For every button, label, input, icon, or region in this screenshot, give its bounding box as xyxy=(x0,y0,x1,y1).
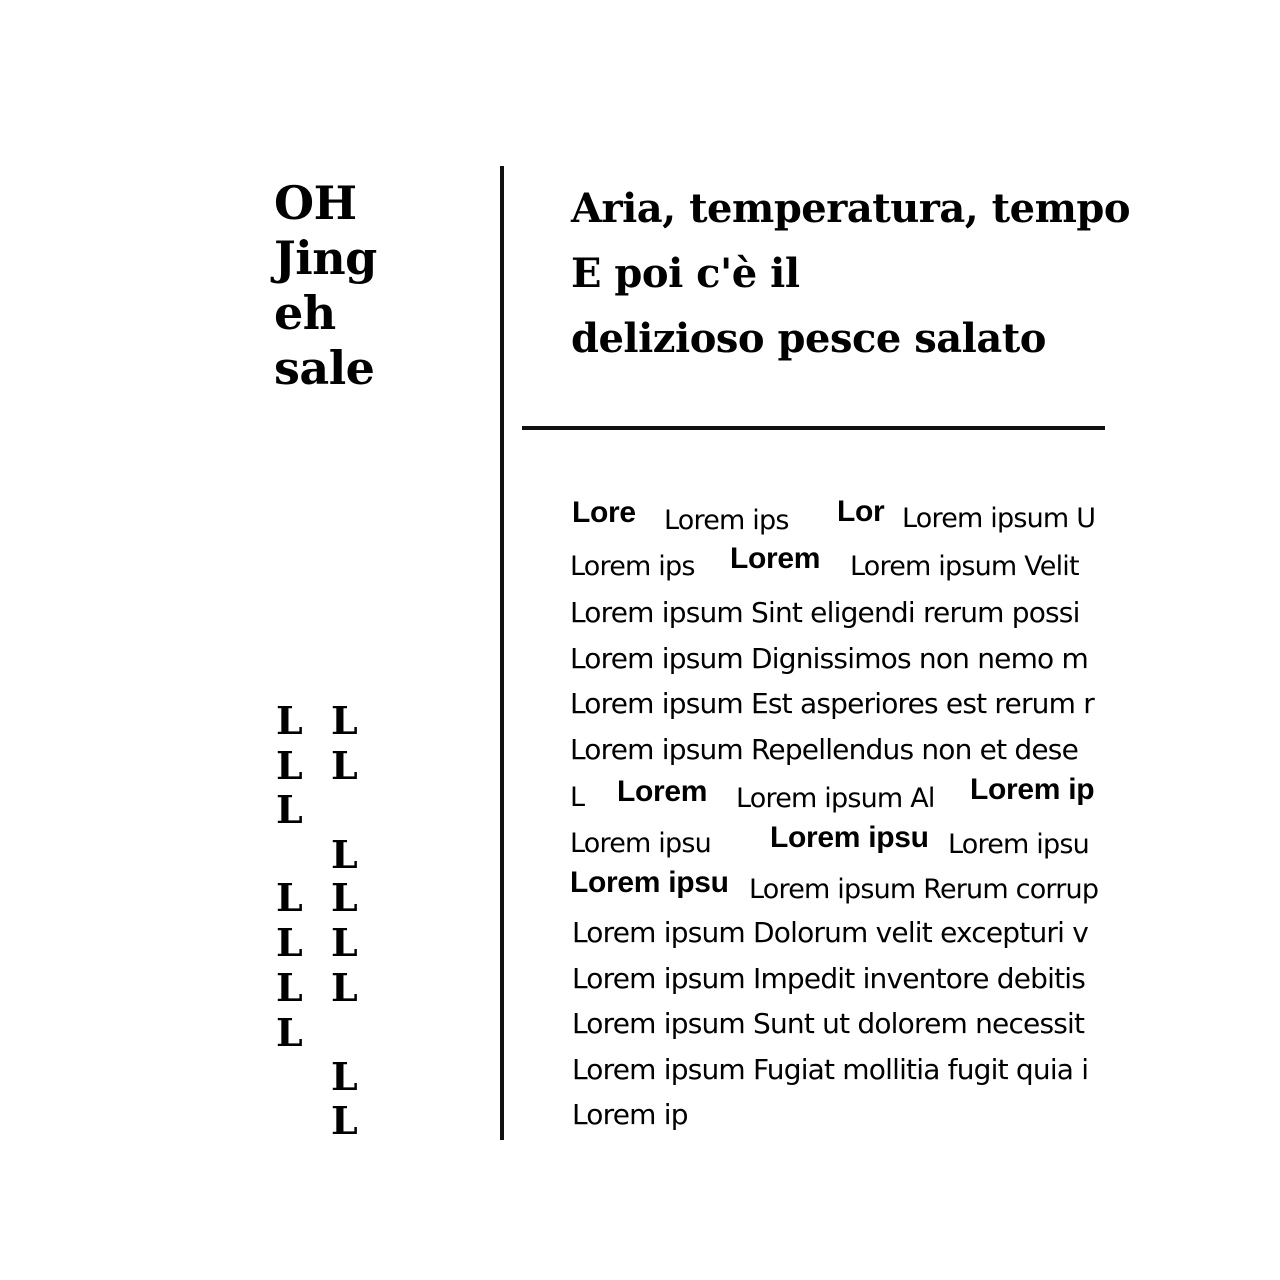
letter-l: L xyxy=(331,1098,358,1143)
body-line: Lorem ipsum Repellendus non et dese xyxy=(570,733,1079,766)
body-line: Lorem ipsum Sint eligendi rerum possi xyxy=(570,596,1080,629)
letter-l: L xyxy=(331,875,358,920)
body-word: Lorem ipsu xyxy=(570,866,729,899)
body-word: Lorem xyxy=(730,542,821,575)
body-word: Lorem ipsu xyxy=(948,829,1089,860)
letter-l: L xyxy=(331,832,358,877)
body-line: Lorem ipsum Sunt ut dolorem necessit xyxy=(572,1007,1085,1040)
side-title xyxy=(274,176,377,396)
body-word: Lor xyxy=(837,495,885,528)
letter-l: L xyxy=(276,787,303,832)
letter-l: L xyxy=(276,875,303,920)
body-line: Lorem ipsum Est asperiores est rerum r xyxy=(570,687,1094,720)
letter-l: L xyxy=(331,1054,358,1099)
letter-l: L xyxy=(276,743,303,788)
body-word: Lorem ipsum Rerum corrup xyxy=(749,874,1099,905)
vertical-divider xyxy=(500,166,504,1140)
body-line: Lorem ipsum Fugiat mollitia fugit quia i xyxy=(572,1053,1089,1086)
letter-l: L xyxy=(276,920,303,965)
letter-l: L xyxy=(276,1010,303,1055)
letter-l: L xyxy=(276,698,303,743)
letter-l: L xyxy=(331,698,358,743)
body-word: Lorem ip xyxy=(970,773,1095,806)
body-word: L xyxy=(570,782,585,813)
body-line: Lorem ipsum Dolorum velit excepturi v xyxy=(572,916,1088,949)
letter-l: L xyxy=(331,920,358,965)
side-title-line: Jing xyxy=(274,231,377,285)
body-line: Lorem ipsum Impedit inventore debitis xyxy=(572,962,1086,995)
body-line: Lorem ipsum Dignissimos non nemo m xyxy=(570,642,1088,675)
side-title-line: sale xyxy=(274,341,375,395)
body-word: Lorem ips xyxy=(570,551,695,582)
body-line: Lorem ip xyxy=(572,1098,688,1131)
body-word: Lorem ips xyxy=(664,505,789,536)
body-word: Lorem ipsum Velit xyxy=(850,551,1079,582)
body-word: Lorem ipsu xyxy=(570,828,711,859)
body-word: Lorem ipsum U xyxy=(902,503,1096,534)
horizontal-divider xyxy=(522,426,1105,430)
headline xyxy=(571,176,1130,371)
body-word: Lorem ipsu xyxy=(770,821,929,854)
side-title-line: OH xyxy=(274,176,357,230)
body-word: Lorem ipsum Al xyxy=(736,783,935,814)
side-title-line: eh xyxy=(274,286,336,340)
headline-line: Aria, temperatura, tempo xyxy=(571,185,1131,232)
headline-line: delizioso pesce salato xyxy=(571,315,1046,362)
headline-line: E poi c'è il xyxy=(571,250,800,297)
letter-l: L xyxy=(331,965,358,1010)
letter-l: L xyxy=(331,743,358,788)
body-word: Lorem xyxy=(617,775,708,808)
body-word: Lore xyxy=(572,496,636,529)
letter-l: L xyxy=(276,965,303,1010)
